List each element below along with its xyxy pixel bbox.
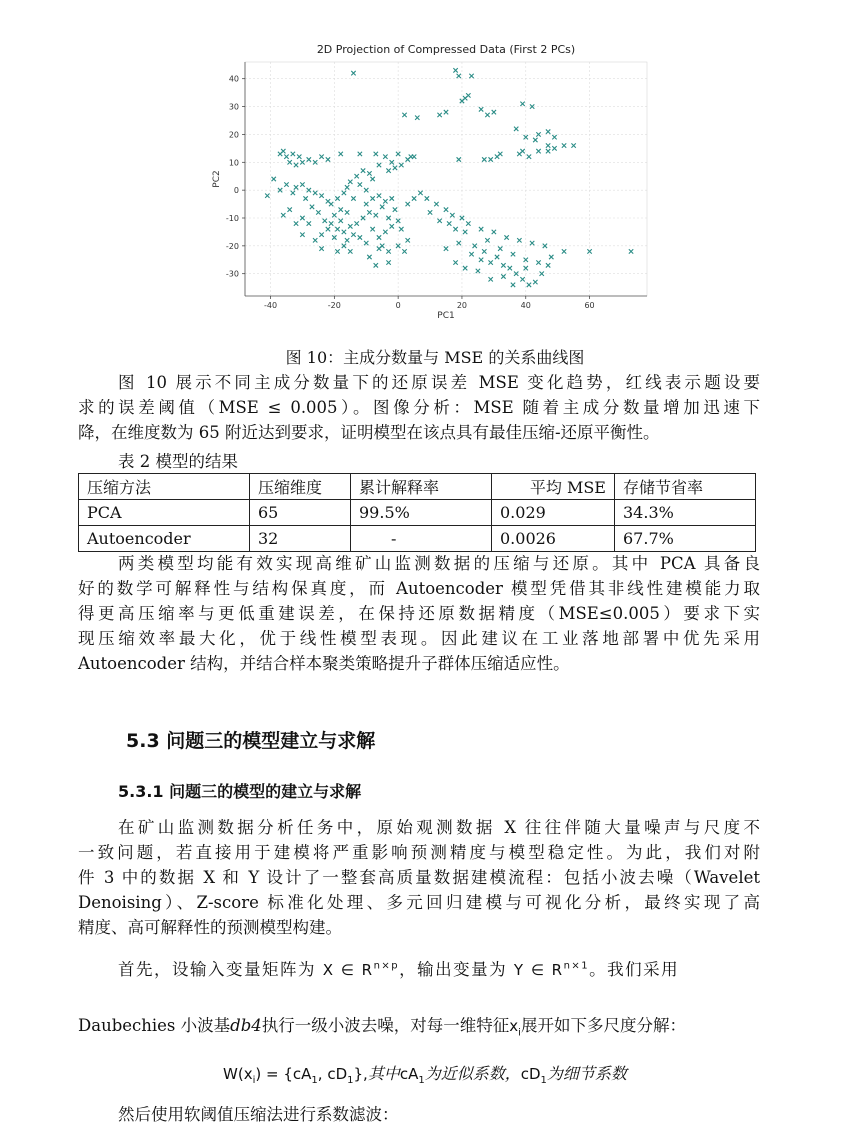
scatter-point — [342, 230, 346, 234]
text-line: 得更高压缩率与更低重建误差，在保持还原数据精度（MSE≤0.005）要求下实 — [78, 604, 760, 623]
scatter-point — [300, 160, 304, 164]
scatter-point — [326, 227, 330, 231]
scatter-point — [546, 129, 550, 133]
scatter-point — [425, 196, 429, 200]
scatter-point — [326, 157, 330, 161]
scatter-point — [272, 177, 276, 181]
scatter-point — [399, 227, 403, 231]
scatter-point — [294, 185, 298, 189]
y-tick-label: -30 — [225, 269, 239, 279]
text-span: ，输出变量为 — [399, 960, 514, 979]
scatter-point — [284, 155, 288, 159]
scatter-point — [297, 155, 301, 159]
scatter-point — [536, 260, 540, 264]
table-cell: Autoencoder — [79, 526, 250, 552]
math-superscript: n×p — [373, 960, 400, 972]
scatter-point — [488, 157, 492, 161]
x-tick-label: 60 — [584, 301, 595, 310]
x-tick-label: 40 — [520, 301, 531, 310]
scatter-point — [536, 132, 540, 136]
scatter-point — [479, 107, 483, 111]
scatter-point — [303, 196, 307, 200]
math-subscript: 1 — [311, 1075, 318, 1087]
scatter-point — [319, 246, 323, 250]
scatter-point — [313, 191, 317, 195]
scatter-point — [351, 233, 355, 237]
text-span: 展开如下多尺度分解： — [520, 1016, 686, 1035]
paragraph-variable-definition — [118, 956, 679, 980]
math-span: ) = {cA — [255, 1065, 312, 1083]
scatter-point — [533, 280, 537, 284]
table-cell: 65 — [250, 500, 351, 526]
scatter-point — [406, 238, 410, 242]
scatter-point — [291, 152, 295, 156]
table-row — [79, 526, 756, 552]
text-span: 。我们采用 — [589, 960, 680, 979]
scatter-point — [335, 227, 339, 231]
scatter-point — [488, 260, 492, 264]
table-cell: PCA — [79, 500, 250, 526]
scatter-point — [530, 241, 534, 245]
scatter-point — [466, 221, 470, 225]
scatter-point — [527, 155, 531, 159]
math-wavelet-name: db4 — [230, 1016, 262, 1035]
scatter-point — [453, 68, 457, 72]
scatter-point — [351, 196, 355, 200]
scatter-point — [540, 272, 544, 276]
scatter-point — [629, 249, 633, 253]
math-span: }, — [353, 1065, 368, 1083]
table-row — [79, 500, 756, 526]
scatter-point — [377, 235, 381, 239]
scatter-point — [383, 199, 387, 203]
text-span: 为细节系数 — [546, 1064, 627, 1083]
scatter-point — [527, 283, 531, 287]
chart-title: 2D Projection of Compressed Data (First 2 PCs) — [316, 43, 576, 56]
scatter-point — [345, 185, 349, 189]
scatter-point — [345, 238, 349, 242]
scatter-point — [313, 238, 317, 242]
scatter-point — [332, 213, 336, 217]
text-line: 在矿山监测数据分析任务中，原始观测数据 X 往往伴随大量噪声与尺度不 — [118, 818, 760, 837]
scatter-point — [482, 249, 486, 253]
scatter-point — [386, 260, 390, 264]
scatter-point — [319, 194, 323, 198]
paragraph-data-pipeline — [78, 815, 760, 940]
scatter-point — [377, 163, 381, 167]
scatter-point — [351, 71, 355, 75]
scatter-point — [386, 168, 390, 172]
scatter-point — [319, 155, 323, 159]
pca-scatter-chart — [208, 38, 656, 324]
scatter-point — [307, 157, 311, 161]
text-line: 求的误差阈值（MSE ≤ 0.005）。图像分析：MSE 随着主成分数量增加迅速下 — [78, 398, 760, 417]
y-tick-label: -10 — [225, 214, 239, 223]
scatter-point — [287, 160, 291, 164]
scatter-point — [463, 230, 467, 234]
scatter-point — [536, 149, 540, 153]
scatter-point — [520, 277, 524, 281]
scatter-point — [402, 113, 406, 117]
subsection-heading: 5.3.1 问题三的模型的建立与求解 — [118, 782, 362, 801]
scatter-point — [447, 221, 451, 225]
scatter-point — [562, 143, 566, 147]
math-superscript: n×1 — [563, 960, 590, 972]
scatter-point — [374, 263, 378, 267]
y-tick-label: 0 — [233, 186, 239, 196]
results-table — [78, 473, 756, 552]
math-span: cD — [520, 1065, 541, 1083]
scatter-point — [437, 113, 441, 117]
scatter-point — [511, 283, 515, 287]
scatter-point — [485, 238, 489, 242]
scatter-point — [501, 263, 505, 267]
x-tick-label: 0 — [395, 301, 401, 310]
scatter-point — [450, 213, 454, 217]
text-span: 其中 — [367, 1064, 400, 1083]
table-cell: 99.5% — [351, 500, 492, 526]
math-xi: x — [509, 1017, 519, 1035]
scatter-point — [281, 213, 285, 217]
scatter-point — [428, 210, 432, 214]
scatter-point — [434, 202, 438, 206]
scatter-point — [380, 205, 384, 209]
scatter-point — [415, 116, 419, 120]
scatter-point — [453, 260, 457, 264]
scatter-point — [307, 221, 311, 225]
scatter-point — [476, 269, 480, 273]
scatter-point — [549, 255, 553, 259]
math-x-definition: X ∈ R — [322, 961, 374, 979]
scatter-point — [284, 182, 288, 186]
scatter-point — [402, 249, 406, 253]
table-cell: 34.3% — [615, 500, 756, 526]
scatter-point — [444, 246, 448, 250]
scatter-point — [517, 152, 521, 156]
table-header-row — [79, 474, 756, 500]
scatter-point — [348, 249, 352, 253]
scatter-point — [374, 213, 378, 217]
y-tick-label: 30 — [228, 102, 239, 112]
scatter-point — [511, 252, 515, 256]
y-axis-label: PC2 — [212, 170, 222, 188]
scatter-point — [444, 110, 448, 114]
y-tick-label: 20 — [228, 130, 239, 140]
scatter-point — [514, 127, 518, 131]
scatter-point — [437, 219, 441, 223]
scatter-point — [463, 266, 467, 270]
scatter-point — [339, 152, 343, 156]
x-axis-label: PC1 — [437, 311, 455, 321]
scatter-point — [348, 180, 352, 184]
scatter-point — [374, 152, 378, 156]
scatter-point — [393, 207, 397, 211]
scatter-point — [345, 210, 349, 214]
scatter-point — [335, 196, 339, 200]
scatter-point — [485, 113, 489, 117]
table-header: 压缩方法 — [79, 474, 250, 500]
math-subscript: 1 — [418, 1075, 425, 1087]
scatter-point — [469, 74, 473, 78]
scatter-point — [383, 155, 387, 159]
scatter-point — [265, 194, 269, 198]
scatter-point — [300, 216, 304, 220]
scatter-point — [492, 230, 496, 234]
table-cell: 0.0026 — [492, 526, 615, 552]
text-line: Autoencoder 结构，并结合样本聚类策略提升子群体压缩适应性。 — [78, 654, 570, 673]
text-span: Daubechies 小波基 — [78, 1016, 231, 1035]
text-line: 降，在维度数为 65 附近达到要求，证明模型在该点具有最佳压缩-还原平衡性。 — [78, 423, 660, 442]
scatter-point — [294, 221, 298, 225]
math-subscript: 1 — [347, 1075, 354, 1087]
scatter-point — [386, 249, 390, 253]
scatter-point — [517, 238, 521, 242]
scatter-point — [479, 258, 483, 262]
scatter-point — [354, 174, 358, 178]
table-header: 累计解释率 — [351, 474, 492, 500]
scatter-point — [492, 110, 496, 114]
scatter-point — [323, 219, 327, 223]
scatter-point — [393, 166, 397, 170]
scatter-point — [383, 230, 387, 234]
scatter-point — [348, 224, 352, 228]
scatter-point — [453, 227, 457, 231]
math-subscript: i — [518, 1027, 521, 1039]
text-line: 图 10 展示不同主成分数量下的还原误差 MSE 变化趋势，红线表示题设要 — [118, 373, 760, 392]
scatter-point — [501, 274, 505, 278]
scatter-point — [488, 277, 492, 281]
scatter-point — [495, 255, 499, 259]
scatter-point — [367, 171, 371, 175]
math-span: , cD — [317, 1065, 348, 1083]
math-span: cA — [399, 1065, 419, 1083]
scatter-point — [342, 191, 346, 195]
paragraph-soft-threshold: 然后使用软阈值压缩法进行系数滤波： — [118, 1105, 399, 1124]
x-tick-label: 20 — [456, 301, 468, 310]
scatter-point — [482, 157, 486, 161]
scatter-point — [418, 191, 422, 195]
scatter-point — [498, 246, 502, 250]
y-tick-label: 10 — [228, 158, 239, 168]
scatter-point — [479, 227, 483, 231]
chart-grid — [245, 62, 647, 296]
x-tick-label: -40 — [263, 301, 278, 310]
scatter-point — [546, 149, 550, 153]
text-line: Denoising）、Z-score 标准化处理、多元回归建模与可视化分析，最终实现了高 — [78, 893, 760, 912]
figure-caption: 图 10：主成分数量与 MSE 的关系曲线图 — [285, 348, 585, 367]
scatter-point — [546, 263, 550, 267]
scatter-point — [546, 143, 550, 147]
scatter-point — [287, 207, 291, 211]
chart-points — [265, 68, 633, 287]
chart-ticks — [226, 75, 595, 310]
scatter-point — [406, 202, 410, 206]
text-line: 件 3 中的数据 X 和 Y 设计了一整套高质量数据建模流程：包括小波去噪（Wavelet — [78, 868, 760, 887]
scatter-point — [294, 163, 298, 167]
scatter-point — [300, 233, 304, 237]
scatter-point — [533, 138, 537, 142]
scatter-point — [377, 194, 381, 198]
scatter-point — [412, 155, 416, 159]
scatter-point — [364, 241, 368, 245]
math-span: W(x — [223, 1065, 253, 1083]
math-y-definition: Y ∈ R — [513, 961, 564, 979]
equation-wavelet-decomposition — [0, 1061, 850, 1086]
table-header: 压缩维度 — [250, 474, 351, 500]
scatter-point — [504, 235, 508, 239]
scatter-point — [358, 152, 362, 156]
scatter-point — [498, 152, 502, 156]
scatter-point — [412, 196, 416, 200]
scatter-point — [319, 233, 323, 237]
scatter-point — [335, 249, 339, 253]
scatter-point — [316, 210, 320, 214]
scatter-point — [300, 182, 304, 186]
scatter-point — [358, 235, 362, 239]
table-header: 存储节省率 — [615, 474, 756, 500]
scatter-point — [370, 196, 374, 200]
text-line: 好的数学可解释性与结构保真度，而 Autoencoder 模型凭借其非线性建模能力取 — [78, 579, 760, 598]
text-span: 为近似系数， — [424, 1064, 521, 1083]
text-span: 首先，设输入变量矩阵为 — [118, 960, 323, 979]
scatter-point — [463, 96, 467, 100]
scatter-point — [457, 74, 461, 78]
scatter-point — [457, 241, 461, 245]
y-tick-label: 40 — [228, 74, 239, 84]
scatter-point — [390, 196, 394, 200]
scatter-point — [364, 188, 368, 192]
table-cell: - — [351, 526, 492, 552]
scatter-point — [367, 210, 371, 214]
paragraph-wavelet — [78, 1012, 686, 1038]
y-tick-label: -20 — [225, 241, 239, 251]
scatter-point — [457, 157, 461, 161]
section-heading: 5.3 问题三的模型建立与求解 — [126, 730, 376, 752]
chart-axes — [245, 62, 647, 296]
scatter-point — [370, 177, 374, 181]
scatter-point — [358, 182, 362, 186]
text-line: 两类模型均能有效实现高维矿山监测数据的压缩与还原。其中 PCA 具备良 — [118, 554, 760, 573]
text-line: 精度、高可解释性的预测模型构建。 — [78, 918, 342, 937]
scatter-point — [281, 149, 285, 153]
scatter-point — [380, 244, 384, 248]
scatter-point — [354, 221, 358, 225]
scatter-point — [326, 199, 330, 203]
scatter-point — [367, 255, 371, 259]
paragraph-figure-analysis — [78, 370, 760, 445]
math-subscript: 1 — [540, 1075, 547, 1087]
table-header: 平均 MSE — [492, 474, 615, 500]
table-cell: 32 — [250, 526, 351, 552]
paragraph-model-comparison — [78, 551, 760, 676]
scatter-point — [552, 135, 556, 139]
plot-frame — [245, 62, 647, 296]
scatter-point — [339, 207, 343, 211]
table-cell: 67.7% — [615, 526, 756, 552]
scatter-point — [291, 191, 295, 195]
x-tick-label: -20 — [327, 301, 341, 310]
table-caption: 表 2 模型的结果 — [118, 452, 238, 471]
math-subscript: i — [252, 1075, 256, 1087]
scatter-point — [310, 205, 314, 209]
scatter-point — [444, 207, 448, 211]
scatter-point — [370, 227, 374, 231]
scatter-point — [587, 249, 591, 253]
scatter-point — [571, 143, 575, 147]
text-line: 现压缩效率最大化，优于线性模型表现。因此建议在工业落地部署中优先采用 — [78, 629, 760, 648]
table-cell: 0.029 — [492, 500, 615, 526]
scatter-point — [390, 224, 394, 228]
text-span: 执行一级小波去噪，对每一维特征 — [261, 1016, 510, 1035]
scatter-point — [520, 102, 524, 106]
scatter-point — [552, 146, 556, 150]
scatter-point — [361, 168, 365, 172]
scatter-point — [508, 266, 512, 270]
scatter-point — [562, 249, 566, 253]
scatter-point — [399, 163, 403, 167]
scatter-point — [469, 252, 473, 256]
scatter-point — [364, 202, 368, 206]
scatter-point — [329, 221, 333, 225]
text-line: 一致问题，若直接用于建模将严重影响预测精度与模型稳定性。为此，我们对附 — [78, 843, 760, 862]
scatter-point — [339, 219, 343, 223]
